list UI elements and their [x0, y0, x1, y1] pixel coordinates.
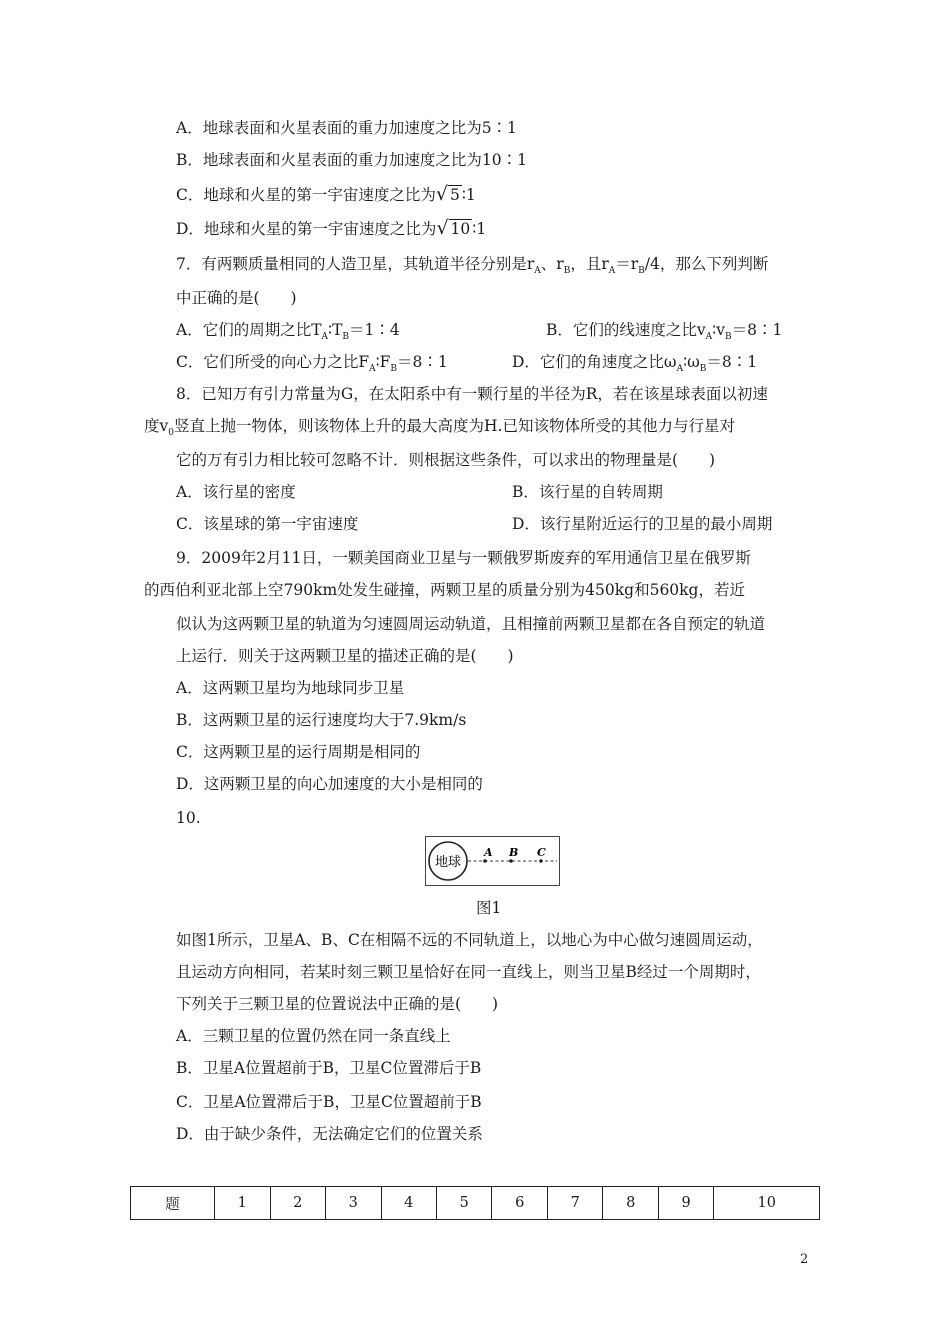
subscript: B: [638, 266, 645, 276]
text: ∶F: [375, 353, 391, 371]
radicand: 5: [449, 186, 460, 204]
text: /4，那么下列判断: [644, 255, 769, 273]
answer-table-row: [131, 1187, 820, 1220]
q6-option-c: [176, 184, 476, 205]
subscript: A: [321, 332, 329, 342]
text: ∶T: [328, 321, 343, 339]
answer-col: 9: [658, 1187, 713, 1220]
answer-table-header: 题: [131, 1187, 215, 1220]
text: 度v: [144, 417, 169, 435]
page-number: 2: [800, 1252, 809, 1267]
q10-option-b: B．卫星A位置超前于B，卫星C位置滞后于B: [176, 1059, 482, 1077]
satellite-c-label: C: [537, 846, 546, 859]
q9-option-b: B．这两颗卫星的运行速度均大于7.9km/s: [176, 711, 467, 729]
satellite-b-label: B: [509, 846, 519, 859]
q9-stem-line-2: 的西伯利亚北部上空790km处发生碰撞，两颗卫星的质量分别为450kg和560kg，若近: [144, 581, 745, 599]
q9-option-d: D．这两颗卫星的向心加速度的大小是相同的: [176, 775, 483, 793]
q8-stem-line-1: 8．已知万有引力常量为G，在太阳系中有一颗行星的半径为R，若在该星球表面以初速: [176, 385, 768, 403]
q6-option-b: B．地球表面和火星表面的重力加速度之比为10∶1: [176, 151, 527, 169]
q6-option-c-ratio: ∶1: [461, 186, 476, 204]
text: 竖直上抛一物体，则该物体上升的最大高度为H.已知该物体所受的其他力与行星对: [174, 417, 735, 435]
q8-option-a: A．该行星的密度: [176, 483, 296, 501]
q8-option-c: C．该星球的第一宇宙速度: [176, 515, 359, 533]
satellite-figure: [425, 836, 560, 886]
subscript: A: [705, 332, 713, 342]
q9-stem-line-4: 上运行．则关于这两颗卫星的描述正确的是( ): [176, 647, 514, 665]
satellite-b-dot: [509, 859, 513, 863]
answer-col: 4: [381, 1187, 436, 1220]
text: ＝r: [615, 255, 639, 273]
sqrt-symbol: √ 10: [436, 217, 471, 239]
text: C．它们所受的向心力之比F: [176, 353, 370, 371]
satellite-diagram: [426, 837, 559, 885]
subscript: B: [563, 266, 571, 276]
answer-col: 3: [326, 1187, 381, 1220]
q10-option-c: C．卫星A位置滞后于B，卫星C位置超前于B: [176, 1093, 482, 1111]
q9-option-a: A．这两颗卫星均为地球同步卫星: [176, 679, 405, 697]
q9-stem-line-3: 似认为这两颗卫星的轨道为匀速圆周运动轨道，且相撞前两颗卫星都在各自预定的轨道: [176, 615, 766, 633]
subscript: A: [676, 364, 684, 374]
answer-col: 6: [492, 1187, 547, 1220]
subscript: B: [724, 332, 732, 342]
q7-option-d: [512, 352, 757, 379]
sqrt-symbol: √ 5: [435, 183, 460, 205]
satellite-a-label: A: [484, 846, 493, 859]
answer-table: [130, 1186, 820, 1220]
answer-col: 7: [547, 1187, 602, 1220]
figure-caption: 图1: [476, 899, 502, 917]
text: B．它们的线速度之比v: [546, 321, 706, 339]
radicand: 10: [450, 220, 471, 238]
q6-option-d-text: D．地球和火星的第一宇宙速度之比为: [176, 220, 437, 238]
q8-stem-line-2: [144, 416, 735, 443]
text: ＝1∶4: [349, 321, 400, 339]
satellite-c-dot: [539, 859, 543, 863]
q8-option-b: B．该行星的自转周期: [512, 483, 663, 501]
text: ，且r: [570, 255, 609, 273]
satellite-a-dot: [483, 859, 487, 863]
subscript: A: [608, 266, 616, 276]
subscript: B: [390, 364, 398, 374]
answer-col: 8: [603, 1187, 658, 1220]
q10-option-a: A．三颗卫星的位置仍然在同一条直线上: [176, 1027, 451, 1045]
q10-stem-line-2: 且运动方向相同，若某时刻三颗卫星恰好在同一直线上，则当卫星B经过一个周期时，: [176, 963, 761, 981]
subscript: A: [534, 266, 541, 276]
text: D．它们的角速度之比ω: [512, 353, 677, 371]
subscript: 0: [168, 428, 174, 438]
subscript: B: [699, 364, 707, 374]
q7-option-a: [176, 320, 400, 347]
q9-stem-line-1: 9．2009年2月11日，一颗美国商业卫星与一颗俄罗斯废弃的军用通信卫星在俄罗斯: [176, 549, 751, 567]
text: ∶ω: [683, 353, 700, 371]
subscript: A: [369, 364, 376, 374]
answer-col: 10: [714, 1187, 820, 1220]
earth-label: 地球: [434, 855, 462, 870]
text: ＝8∶1: [397, 353, 448, 371]
q7-option-b: [546, 320, 782, 347]
q7-option-c: [176, 352, 448, 379]
text: ＝8∶1: [706, 353, 758, 371]
q6-option-c-text: C．地球和火星的第一宇宙速度之比为: [176, 186, 436, 204]
answer-col: 5: [436, 1187, 491, 1220]
q6-option-a: A．地球表面和火星表面的重力加速度之比为5∶1: [176, 119, 517, 137]
q7-stem-line-1: [176, 254, 768, 281]
q7-stem-line-2: 中正确的是( ): [176, 289, 297, 307]
q6-option-d-ratio: ∶1: [472, 220, 487, 238]
text: A．它们的周期之比T: [176, 321, 322, 339]
q9-option-c: C．这两颗卫星的运行周期是相同的: [176, 743, 421, 761]
answer-col: 1: [215, 1187, 270, 1220]
text: ∶v: [712, 321, 725, 339]
text: 7．有两颗质量相同的人造卫星，其轨道半径分别是r: [176, 255, 535, 273]
q10-option-d: D．由于缺少条件，无法确定它们的位置关系: [176, 1125, 483, 1143]
q10-number: 10.: [176, 809, 201, 827]
text: 、r: [540, 255, 564, 273]
answer-col: 2: [270, 1187, 325, 1220]
subscript: B: [342, 332, 350, 342]
q6-option-d: [176, 218, 486, 239]
text: ＝8∶1: [731, 321, 783, 339]
q8-stem-line-3: 它的万有引力相比较可忽略不计．则根据这些条件，可以求出的物理量是( ): [176, 451, 716, 469]
q8-option-d: D．该行星附近运行的卫星的最小周期: [512, 515, 773, 533]
q10-stem-line-3: 下列关于三颗卫星的位置说法中正确的是( ): [176, 995, 499, 1013]
q10-stem-line-1: 如图1所示，卫星A、B、C在相隔不远的不同轨道上，以地心为中心做匀速圆周运动，: [176, 931, 763, 949]
